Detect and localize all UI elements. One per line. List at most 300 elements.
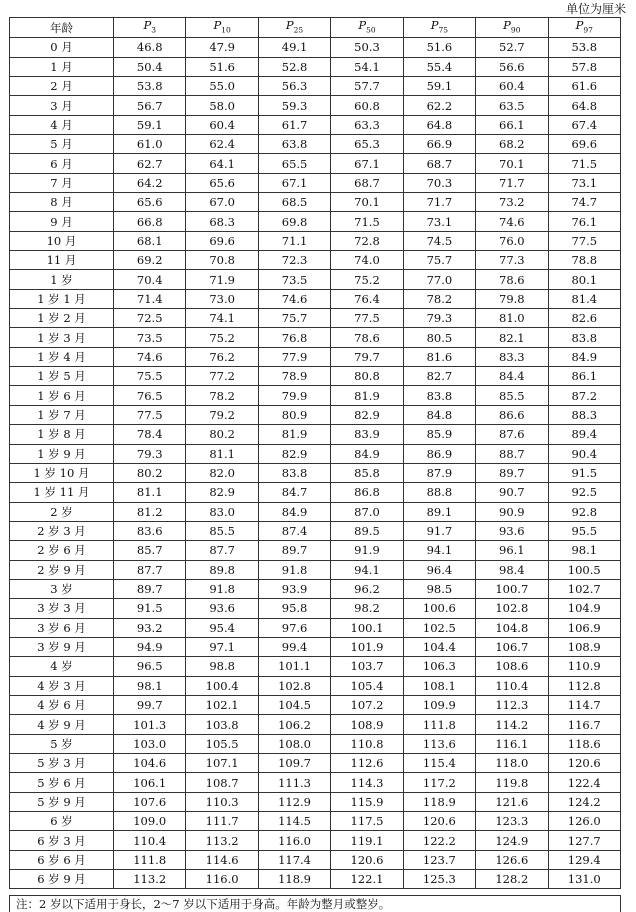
- value-cell: 50.4: [114, 57, 186, 76]
- value-cell: 71.5: [331, 212, 403, 231]
- value-cell: 114.3: [331, 773, 403, 792]
- value-cell: 75.5: [114, 367, 186, 386]
- age-cell: 2 岁 6 月: [10, 541, 114, 560]
- value-cell: 100.4: [186, 676, 258, 695]
- value-cell: 77.3: [476, 251, 548, 270]
- percentile-header-25: [258, 18, 330, 38]
- percentile-symbol: P: [503, 18, 511, 32]
- age-cell: 1 岁 2 月: [10, 309, 114, 328]
- value-cell: 81.2: [114, 502, 186, 521]
- value-cell: 59.1: [114, 115, 186, 134]
- value-cell: 86.1: [548, 367, 620, 386]
- value-cell: 87.0: [331, 502, 403, 521]
- value-cell: 115.4: [403, 754, 475, 773]
- value-cell: 72.3: [258, 251, 330, 270]
- value-cell: 123.3: [476, 812, 548, 831]
- value-cell: 56.6: [476, 57, 548, 76]
- value-cell: 91.5: [548, 463, 620, 482]
- value-cell: 80.5: [403, 328, 475, 347]
- age-cell: 4 岁 6 月: [10, 695, 114, 714]
- value-cell: 107.1: [186, 754, 258, 773]
- table-row: [10, 231, 621, 250]
- value-cell: 73.2: [476, 193, 548, 212]
- value-cell: 93.6: [476, 521, 548, 540]
- value-cell: 80.2: [186, 425, 258, 444]
- value-cell: 70.4: [114, 270, 186, 289]
- value-cell: 65.3: [331, 135, 403, 154]
- value-cell: 107.6: [114, 792, 186, 811]
- table-row: [10, 599, 621, 618]
- value-cell: 87.6: [476, 425, 548, 444]
- table-row: [10, 618, 621, 637]
- table-row: [10, 560, 621, 579]
- value-cell: 84.8: [403, 405, 475, 424]
- value-cell: 72.8: [331, 231, 403, 250]
- value-cell: 118.9: [403, 792, 475, 811]
- percentile-subscript: 10: [221, 25, 231, 35]
- value-cell: 98.5: [403, 579, 475, 598]
- value-cell: 89.7: [258, 541, 330, 560]
- value-cell: 90.9: [476, 502, 548, 521]
- value-cell: 52.8: [258, 57, 330, 76]
- table-row: [10, 251, 621, 270]
- value-cell: 111.7: [186, 812, 258, 831]
- value-cell: 82.9: [331, 405, 403, 424]
- value-cell: 67.0: [186, 193, 258, 212]
- value-cell: 76.8: [258, 328, 330, 347]
- age-cell: 7 月: [10, 173, 114, 192]
- value-cell: 94.9: [114, 637, 186, 656]
- age-cell: 6 岁 3 月: [10, 831, 114, 850]
- table-body: [10, 38, 621, 889]
- table-row: [10, 695, 621, 714]
- value-cell: 106.1: [114, 773, 186, 792]
- age-cell: 5 月: [10, 135, 114, 154]
- value-cell: 104.5: [258, 695, 330, 714]
- value-cell: 51.6: [186, 57, 258, 76]
- value-cell: 85.5: [186, 521, 258, 540]
- value-cell: 100.6: [403, 599, 475, 618]
- value-cell: 120.6: [331, 850, 403, 869]
- value-cell: 70.1: [331, 193, 403, 212]
- value-cell: 100.7: [476, 579, 548, 598]
- value-cell: 63.8: [258, 135, 330, 154]
- age-cell: 10 月: [10, 231, 114, 250]
- age-cell: 11 月: [10, 251, 114, 270]
- value-cell: 72.5: [114, 309, 186, 328]
- age-cell: 5 岁 6 月: [10, 773, 114, 792]
- age-cell: 4 岁 3 月: [10, 676, 114, 695]
- table-row: [10, 850, 621, 869]
- value-cell: 89.5: [331, 521, 403, 540]
- value-cell: 85.5: [476, 386, 548, 405]
- value-cell: 96.4: [403, 560, 475, 579]
- table-row: [10, 347, 621, 366]
- age-cell: 6 岁 6 月: [10, 850, 114, 869]
- value-cell: 83.9: [331, 425, 403, 444]
- value-cell: 96.2: [331, 579, 403, 598]
- value-cell: 60.4: [186, 115, 258, 134]
- value-cell: 105.4: [331, 676, 403, 695]
- value-cell: 86.6: [476, 405, 548, 424]
- value-cell: 102.8: [258, 676, 330, 695]
- value-cell: 114.6: [186, 850, 258, 869]
- value-cell: 96.5: [114, 657, 186, 676]
- value-cell: 64.8: [548, 96, 620, 115]
- percentile-header-75: [403, 18, 475, 38]
- value-cell: 95.5: [548, 521, 620, 540]
- value-cell: 92.8: [548, 502, 620, 521]
- value-cell: 70.8: [186, 251, 258, 270]
- value-cell: 51.6: [403, 38, 475, 57]
- age-cell: 1 岁 10 月: [10, 463, 114, 482]
- percentile-subscript: 97: [583, 25, 593, 35]
- percentile-header-90: [476, 18, 548, 38]
- value-cell: 83.0: [186, 502, 258, 521]
- value-cell: 81.9: [258, 425, 330, 444]
- value-cell: 74.7: [548, 193, 620, 212]
- age-cell: 1 岁 9 月: [10, 444, 114, 463]
- value-cell: 104.8: [476, 618, 548, 637]
- value-cell: 94.1: [403, 541, 475, 560]
- value-cell: 56.3: [258, 76, 330, 95]
- value-cell: 81.1: [186, 444, 258, 463]
- table-row: [10, 792, 621, 811]
- value-cell: 110.9: [548, 657, 620, 676]
- value-cell: 74.5: [403, 231, 475, 250]
- value-cell: 76.5: [114, 386, 186, 405]
- value-cell: 119.8: [476, 773, 548, 792]
- value-cell: 68.1: [114, 231, 186, 250]
- age-cell: 1 岁 4 月: [10, 347, 114, 366]
- age-cell: 1 岁 11 月: [10, 483, 114, 502]
- value-cell: 97.1: [186, 637, 258, 656]
- value-cell: 77.0: [403, 270, 475, 289]
- value-cell: 74.6: [258, 289, 330, 308]
- value-cell: 81.9: [331, 386, 403, 405]
- value-cell: 106.2: [258, 715, 330, 734]
- table-row: [10, 386, 621, 405]
- value-cell: 122.1: [331, 870, 403, 889]
- value-cell: 113.2: [186, 831, 258, 850]
- percentile-symbol: P: [358, 18, 367, 32]
- value-cell: 104.9: [548, 599, 620, 618]
- age-cell: 1 岁 3 月: [10, 328, 114, 347]
- table-row: [10, 521, 621, 540]
- value-cell: 79.9: [258, 386, 330, 405]
- value-cell: 81.6: [403, 347, 475, 366]
- table-row: [10, 38, 621, 57]
- value-cell: 101.9: [331, 637, 403, 656]
- value-cell: 69.2: [114, 251, 186, 270]
- table-row: [10, 115, 621, 134]
- table-row: [10, 734, 621, 753]
- value-cell: 116.0: [258, 831, 330, 850]
- value-cell: 83.6: [114, 521, 186, 540]
- age-cell: 3 岁 9 月: [10, 637, 114, 656]
- value-cell: 71.5: [548, 154, 620, 173]
- value-cell: 104.4: [403, 637, 475, 656]
- age-cell: 4 月: [10, 115, 114, 134]
- value-cell: 46.8: [114, 38, 186, 57]
- value-cell: 62.2: [403, 96, 475, 115]
- value-cell: 101.1: [258, 657, 330, 676]
- value-cell: 62.7: [114, 154, 186, 173]
- table-row: [10, 328, 621, 347]
- value-cell: 65.6: [114, 193, 186, 212]
- value-cell: 116.0: [186, 870, 258, 889]
- table-row: [10, 657, 621, 676]
- value-cell: 108.7: [186, 773, 258, 792]
- value-cell: 98.2: [331, 599, 403, 618]
- age-cell: 6 岁: [10, 812, 114, 831]
- value-cell: 76.4: [331, 289, 403, 308]
- value-cell: 60.8: [331, 96, 403, 115]
- value-cell: 83.8: [403, 386, 475, 405]
- value-cell: 88.8: [403, 483, 475, 502]
- value-cell: 108.6: [476, 657, 548, 676]
- value-cell: 121.6: [476, 792, 548, 811]
- value-cell: 80.1: [548, 270, 620, 289]
- age-cell: 9 月: [10, 212, 114, 231]
- age-cell: 3 岁: [10, 579, 114, 598]
- value-cell: 117.4: [258, 850, 330, 869]
- value-cell: 111.8: [114, 850, 186, 869]
- value-cell: 102.8: [476, 599, 548, 618]
- value-cell: 87.4: [258, 521, 330, 540]
- value-cell: 120.6: [548, 754, 620, 773]
- value-cell: 84.9: [548, 347, 620, 366]
- value-cell: 97.6: [258, 618, 330, 637]
- table-row: [10, 154, 621, 173]
- value-cell: 83.3: [476, 347, 548, 366]
- value-cell: 73.1: [403, 212, 475, 231]
- value-cell: 126.0: [548, 812, 620, 831]
- table-row: [10, 76, 621, 95]
- value-cell: 47.9: [186, 38, 258, 57]
- value-cell: 122.2: [403, 831, 475, 850]
- value-cell: 114.5: [258, 812, 330, 831]
- value-cell: 98.1: [114, 676, 186, 695]
- value-cell: 111.8: [403, 715, 475, 734]
- value-cell: 108.1: [403, 676, 475, 695]
- value-cell: 80.2: [114, 463, 186, 482]
- age-cell: 5 岁: [10, 734, 114, 753]
- table-row: [10, 831, 621, 850]
- value-cell: 76.2: [186, 347, 258, 366]
- value-cell: 65.6: [186, 173, 258, 192]
- value-cell: 82.9: [186, 483, 258, 502]
- value-cell: 90.4: [548, 444, 620, 463]
- table-row: [10, 193, 621, 212]
- value-cell: 112.8: [548, 676, 620, 695]
- value-cell: 64.8: [403, 115, 475, 134]
- value-cell: 98.4: [476, 560, 548, 579]
- value-cell: 102.5: [403, 618, 475, 637]
- value-cell: 61.0: [114, 135, 186, 154]
- value-cell: 116.7: [548, 715, 620, 734]
- value-cell: 109.9: [403, 695, 475, 714]
- age-cell: 1 岁 8 月: [10, 425, 114, 444]
- value-cell: 106.9: [548, 618, 620, 637]
- table-row: [10, 463, 621, 482]
- age-cell: 5 岁 3 月: [10, 754, 114, 773]
- value-cell: 89.4: [548, 425, 620, 444]
- value-cell: 89.7: [476, 463, 548, 482]
- value-cell: 55.0: [186, 76, 258, 95]
- value-cell: 112.6: [331, 754, 403, 773]
- value-cell: 71.4: [114, 289, 186, 308]
- value-cell: 74.0: [331, 251, 403, 270]
- percentile-symbol: P: [213, 18, 222, 32]
- value-cell: 78.6: [331, 328, 403, 347]
- value-cell: 88.7: [476, 444, 548, 463]
- value-cell: 100.1: [331, 618, 403, 637]
- value-cell: 114.7: [548, 695, 620, 714]
- value-cell: 91.8: [186, 579, 258, 598]
- value-cell: 98.8: [186, 657, 258, 676]
- value-cell: 74.6: [476, 212, 548, 231]
- value-cell: 106.3: [403, 657, 475, 676]
- value-cell: 68.5: [258, 193, 330, 212]
- value-cell: 67.4: [548, 115, 620, 134]
- value-cell: 109.0: [114, 812, 186, 831]
- value-cell: 129.4: [548, 850, 620, 869]
- value-cell: 68.2: [476, 135, 548, 154]
- value-cell: 59.3: [258, 96, 330, 115]
- value-cell: 110.4: [476, 676, 548, 695]
- table-row: [10, 212, 621, 231]
- value-cell: 79.3: [114, 444, 186, 463]
- value-cell: 78.2: [403, 289, 475, 308]
- value-cell: 108.9: [331, 715, 403, 734]
- value-cell: 99.7: [114, 695, 186, 714]
- value-cell: 119.1: [331, 831, 403, 850]
- value-cell: 114.2: [476, 715, 548, 734]
- value-cell: 123.7: [403, 850, 475, 869]
- value-cell: 74.1: [186, 309, 258, 328]
- percentile-header-3: [114, 18, 186, 38]
- value-cell: 117.2: [403, 773, 475, 792]
- value-cell: 79.7: [331, 347, 403, 366]
- age-cell: 1 岁: [10, 270, 114, 289]
- value-cell: 91.7: [403, 521, 475, 540]
- table-row: [10, 309, 621, 328]
- value-cell: 124.9: [476, 831, 548, 850]
- table-row: [10, 812, 621, 831]
- value-cell: 60.4: [476, 76, 548, 95]
- age-cell: 1 岁 5 月: [10, 367, 114, 386]
- value-cell: 91.8: [258, 560, 330, 579]
- value-cell: 77.5: [548, 231, 620, 250]
- value-cell: 85.9: [403, 425, 475, 444]
- value-cell: 65.5: [258, 154, 330, 173]
- value-cell: 109.7: [258, 754, 330, 773]
- value-cell: 99.4: [258, 637, 330, 656]
- table-row: [10, 754, 621, 773]
- value-cell: 93.9: [258, 579, 330, 598]
- table-row: [10, 289, 621, 308]
- table-row: [10, 367, 621, 386]
- value-cell: 67.1: [258, 173, 330, 192]
- value-cell: 83.8: [258, 463, 330, 482]
- percentile-symbol: P: [285, 18, 294, 32]
- table-row: [10, 270, 621, 289]
- value-cell: 67.1: [331, 154, 403, 173]
- value-cell: 69.6: [186, 231, 258, 250]
- value-cell: 76.1: [548, 212, 620, 231]
- value-cell: 84.9: [258, 502, 330, 521]
- value-cell: 124.2: [548, 792, 620, 811]
- value-cell: 70.3: [403, 173, 475, 192]
- age-cell: 0 月: [10, 38, 114, 57]
- value-cell: 122.4: [548, 773, 620, 792]
- value-cell: 98.1: [548, 541, 620, 560]
- value-cell: 116.1: [476, 734, 548, 753]
- value-cell: 61.7: [258, 115, 330, 134]
- value-cell: 91.5: [114, 599, 186, 618]
- value-cell: 68.7: [331, 173, 403, 192]
- value-cell: 108.9: [548, 637, 620, 656]
- value-cell: 110.3: [186, 792, 258, 811]
- growth-percentile-table: [9, 17, 621, 889]
- percentile-subscript: 75: [438, 25, 449, 35]
- value-cell: 126.6: [476, 850, 548, 869]
- age-cell: 2 岁 9 月: [10, 560, 114, 579]
- table-row: [10, 637, 621, 656]
- percentile-symbol: P: [430, 18, 439, 32]
- table-row: [10, 483, 621, 502]
- value-cell: 78.9: [258, 367, 330, 386]
- value-cell: 90.7: [476, 483, 548, 502]
- value-cell: 120.6: [403, 812, 475, 831]
- value-cell: 79.8: [476, 289, 548, 308]
- value-cell: 87.7: [114, 560, 186, 579]
- table-row: [10, 870, 621, 889]
- value-cell: 50.3: [331, 38, 403, 57]
- value-cell: 91.9: [331, 541, 403, 560]
- value-cell: 82.0: [186, 463, 258, 482]
- value-cell: 128.2: [476, 870, 548, 889]
- value-cell: 68.3: [186, 212, 258, 231]
- percentile-subscript: 50: [366, 25, 376, 35]
- value-cell: 78.6: [476, 270, 548, 289]
- value-cell: 73.5: [114, 328, 186, 347]
- value-cell: 78.2: [186, 386, 258, 405]
- percentile-header-50: [331, 18, 403, 38]
- value-cell: 62.4: [186, 135, 258, 154]
- age-cell: 6 岁 9 月: [10, 870, 114, 889]
- value-cell: 76.0: [476, 231, 548, 250]
- age-cell: 2 岁: [10, 502, 114, 521]
- table-row: [10, 57, 621, 76]
- value-cell: 110.4: [114, 831, 186, 850]
- percentile-subscript: 3: [151, 25, 156, 35]
- value-cell: 95.8: [258, 599, 330, 618]
- percentile-subscript: 25: [293, 25, 304, 35]
- value-cell: 85.8: [331, 463, 403, 482]
- value-cell: 93.6: [186, 599, 258, 618]
- value-cell: 102.1: [186, 695, 258, 714]
- value-cell: 101.3: [114, 715, 186, 734]
- value-cell: 83.8: [548, 328, 620, 347]
- value-cell: 79.2: [186, 405, 258, 424]
- value-cell: 73.5: [258, 270, 330, 289]
- value-cell: 118.9: [258, 870, 330, 889]
- value-cell: 107.2: [331, 695, 403, 714]
- value-cell: 127.7: [548, 831, 620, 850]
- value-cell: 73.1: [548, 173, 620, 192]
